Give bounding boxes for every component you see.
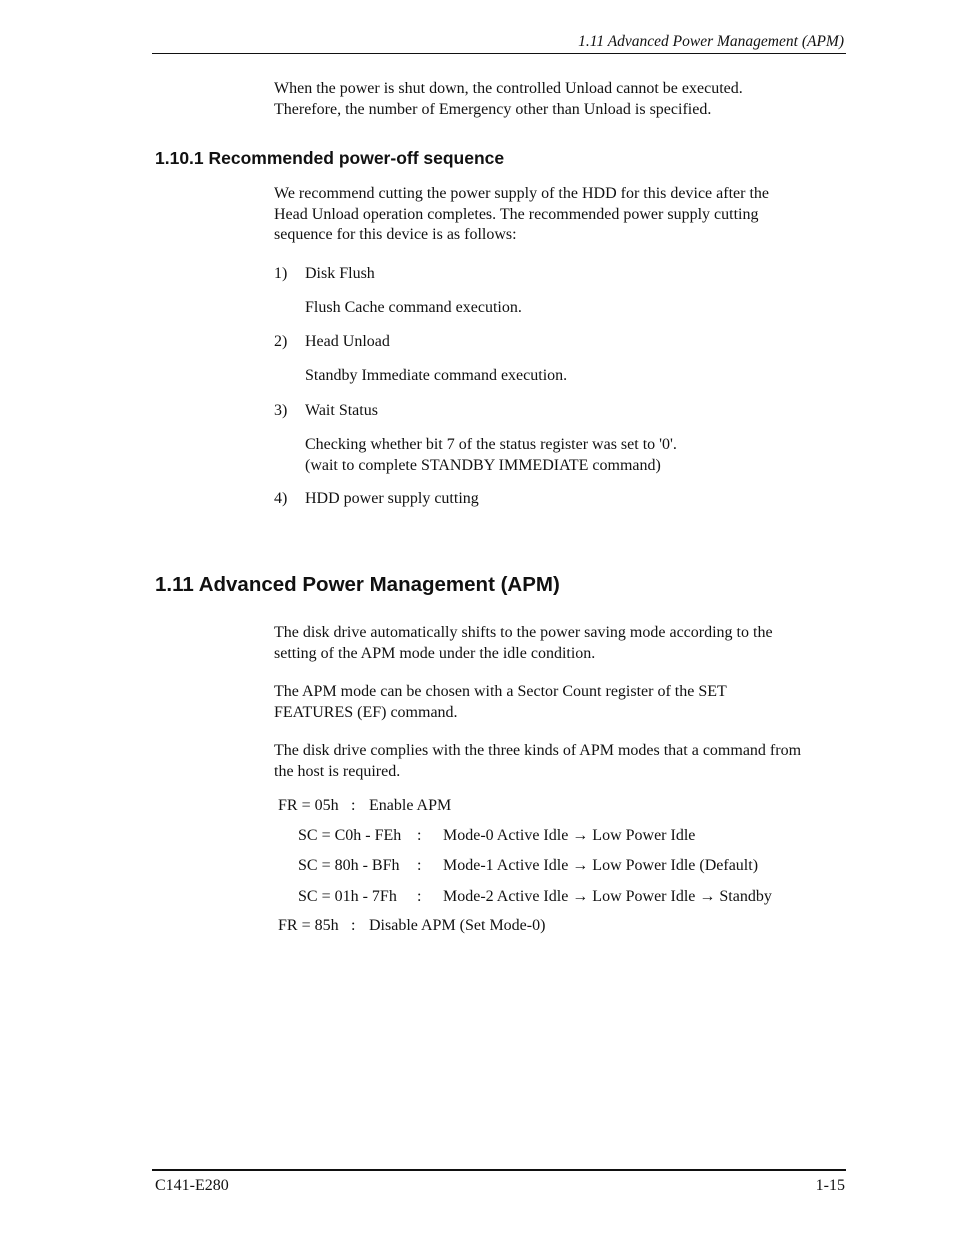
section-heading-1-10-1: 1.10.1 Recommended power-off sequence — [155, 148, 505, 168]
sc-code: SC = C0h - FEh — [298, 827, 402, 844]
intro-line-1: When the power is shut down, the controlled Unload cannot be executed. — [274, 80, 743, 97]
step-detail: Flush Cache command execution. — [305, 299, 522, 316]
fr-enable-separator: : — [351, 797, 356, 814]
step-number: 1) — [274, 265, 288, 282]
step-title: Wait Status — [305, 402, 378, 419]
apm-paragraph-1: The disk drive automatically shifts to the power saving mode according to the setting of the APM mode under the idle condition. — [274, 624, 773, 662]
fr-enable-code: FR = 05h — [278, 797, 339, 814]
sc-desc: Mode-1 Active Idle → Low Power Idle (Default) — [443, 857, 759, 874]
footer-page-number: 1-15 — [815, 1177, 845, 1194]
sc-separator: : — [417, 888, 422, 905]
fr-disable-desc: Disable APM (Set Mode-0) — [369, 917, 546, 934]
step-number: 3) — [274, 402, 288, 419]
intro-line-2: Therefore, the number of Emergency other than Unload is specified. — [274, 101, 712, 118]
sc-code: SC = 01h - 7Fh — [298, 888, 397, 905]
footer-doc-id: C141-E280 — [155, 1177, 229, 1194]
power-off-paragraph: We recommend cutting the power supply of the HDD for this device after the Head Unload operation completes. The recommended power supply cutting sequence for this device is as follows: — [274, 185, 769, 243]
step-title: Head Unload — [305, 333, 390, 350]
apm-paragraph-2: The APM mode can be chosen with a Sector Count register of the SET FEATURES (EF) command. — [274, 683, 727, 721]
footer-rule — [152, 1169, 846, 1171]
sc-desc: Mode-0 Active Idle → Low Power Idle — [443, 827, 696, 844]
sc-separator: : — [417, 827, 422, 844]
fr-disable-code: FR = 85h — [278, 917, 339, 934]
step-title: HDD power supply cutting — [305, 490, 479, 507]
step-title: Disk Flush — [305, 265, 375, 282]
sc-code: SC = 80h - BFh — [298, 857, 400, 874]
step-detail: Standby Immediate command execution. — [305, 367, 568, 384]
running-header: 1.11 Advanced Power Management (APM) — [578, 33, 844, 50]
sc-desc: Mode-2 Active Idle → Low Power Idle → Standby — [443, 888, 772, 905]
fr-enable-desc: Enable APM — [369, 797, 452, 814]
fr-disable-separator: : — [351, 917, 356, 934]
step-detail: Checking whether bit 7 of the status register was set to '0'. (wait to complete STANDBY IMMEDIATE command) — [305, 436, 677, 474]
step-number: 2) — [274, 333, 288, 350]
section-heading-1-11: 1.11 Advanced Power Management (APM) — [155, 573, 560, 596]
header-rule — [152, 53, 846, 54]
step-number: 4) — [274, 490, 288, 507]
apm-paragraph-3: The disk drive complies with the three kinds of APM modes that a command from the host is required. — [274, 742, 802, 780]
sc-separator: : — [417, 857, 422, 874]
